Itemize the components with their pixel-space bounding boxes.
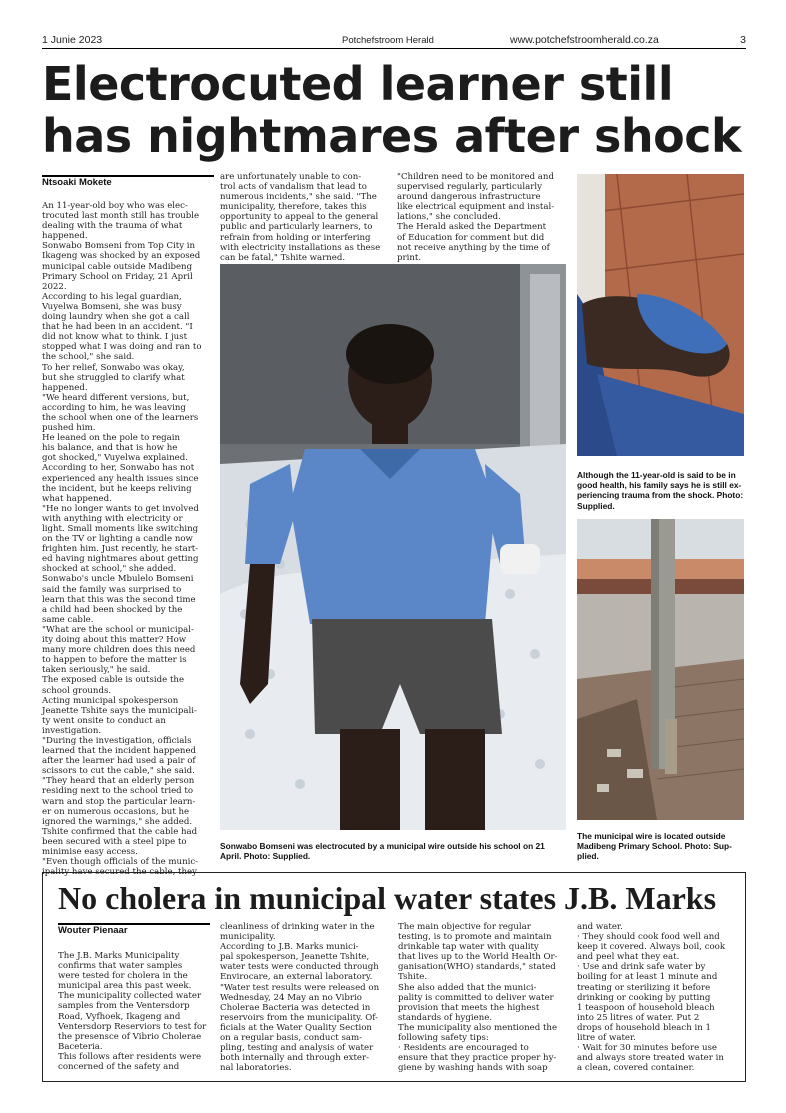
website-url: www.potchefstroomherald.co.za xyxy=(510,34,659,46)
photo-municipal-pole xyxy=(577,519,744,820)
hand-photo xyxy=(577,174,744,456)
byline: Ntsoaki Mokete xyxy=(42,177,112,188)
cholera-headline: No cholera in municipal water states J.B. Marks xyxy=(58,880,717,916)
article-column-3 xyxy=(397,172,571,263)
article-text: and water. · They should cook food well and keep it covered. Always boil, cook and peel what they eat. · Use and drink safe water by boiling for at least 1 minute and treating or sterilizing it before drinking or cooking by putting 1 teaspoon of household bleach into 25 litres of water. Put 2 drops of household bleach in 1 litre of water. · Wait for 30 minutes before use and always store treated water in a clean, covered container. xyxy=(577,922,726,1074)
article-text: The main objective for regular testing, is to promote and maintain drinkable tap water with quality that lives up to the World Health Or- ganisation(WHO) standards," stated Tshite. She also added that the munici- pality is committed to deliver water provision that meets the highest standards of hygiene. The municipality also mentioned the following safety tips: · Residents are encouraged to ensure that they practice proper hy- giene by washing hands with soap xyxy=(398,922,558,1074)
masthead xyxy=(42,34,746,48)
pole-photo-caption: The municipal wire is located outside Madibeng Primary School. Photo: Sup- plied. xyxy=(577,831,732,862)
photo-bandaged-hand xyxy=(577,174,744,456)
article-text: The J.B. Marks Municipality confirms that water samples were tested for cholera in the municipal area this past week. The municipality collected water samples from the Ventersdorp Road, Vyfhoek, Ikageng and Ventersdorp Reserviors to test for the presensce of Vibrio Cholerae Baceteria. This follows after residents were concerned of the safety and xyxy=(58,951,207,1073)
article-text: "Children need to be monitored and supervised regularly, particularly around dangerous infrastructure like electrical equipment and instal- lations," she concluded. The Herald asked the Department of Education for comment but did not receive anything by the time of print. xyxy=(397,172,555,263)
issue-date: 1 Junie 2023 xyxy=(42,34,103,46)
article-text: cleanliness of drinking water in the municipality. According to J.B. Marks munici- pal spokesperson, Jeanette Tshite, water tests were conducted through Envirocare, an external laboratory. "Water test results were released on Wednesday, 24 May an no Vibrio Cholerae Bacteria was detected in reservoirs from the municipality. Of- ficials at the Water Quality Section on a regular basis, conduct sam- pling, testing and analysis of water both internally and through exter- nal laboratories. xyxy=(220,922,380,1074)
cholera-column-3 xyxy=(398,922,570,1073)
byline-2: Wouter Pienaar xyxy=(58,925,128,936)
pole-photo xyxy=(577,519,744,820)
article-headline: Electrocuted learner still has nightmares after shock xyxy=(42,57,742,163)
article-text: An 11-year-old boy who was elec- trocuted last month still has trouble dealing with the trauma of what happened. Sonwabo Bomseni from Top City in Ikageng was shocked by an exposed municipal cable outside Madibeng Primary School on Friday, 21 April 2022. According to his legal guardian, Vuyelwa Bomseni, she was busy doing laundry when she got a call that he had been in an accident. "I did not know what to think. I just stopped what I was doing and ran to the school," she said. To her relief, Sonwabo was okay, but she struggled to clarify what happened. "We heard different versions, but, according to him, he was leaving the school when one of the learners pushed him. He leaned on the pole to regain his balance, and that is how he got shocked," Vuyelwa explained. According to her, Sonwabo has not experienced any health issues since the incident, but he keeps reliving what happened. "He no longer wants to get involved with anything with electricity or light. Small moments like switching on the TV or lighting a candle now frighten him. Just recently, he start- ed having nightmares about getting shocked at school," she added. Sonwabo's uncle Mbulelo Bomseni said the family was surprised to learn that this was the second time a child had been shocked by the same cable. "What are the school or municipal- ity doing about this matter? How many more children does this need to happen to before the matter is taken seriously," he said. The exposed cable is outside the school grounds. Acting municipal spokesperson Jeanette Tshite says the municipali- ty went onsite to conduct an investigation. "During the investigation, officials learned that the incident happened after the learner had used a pair of scissors to cut the cable," she said. "They heard that an elderly person residing next to the school tried to warn and stop the particular learn- er on numerous occasions, but he ignored the warnings," she added. Tshite confirmed that the cable had been secured with a steel pipe to minimise easy access. "Even though officials of the munic- ipality have secured the cable, they xyxy=(42,201,202,878)
main-photo xyxy=(220,264,566,830)
newspaper-name: Potchefstroom Herald xyxy=(342,35,434,46)
article-column-1 xyxy=(42,201,214,877)
hand-photo-caption: Although the 11-year-old is said to be in good health, his family says he is still ex- periencing trauma from the shock. Photo: Supplied. xyxy=(577,470,744,511)
article-column-2 xyxy=(220,172,392,263)
photo-boy-in-hospital-bed xyxy=(220,264,566,830)
cholera-column-4 xyxy=(577,922,741,1073)
page-number: 3 xyxy=(740,34,746,46)
masthead-rule xyxy=(42,48,746,49)
cholera-column-2 xyxy=(220,922,392,1073)
cholera-column-1 xyxy=(58,951,213,1072)
article-text: are unfortunately unable to con- trol acts of vandalism that lead to numerous incidents," she said. "The municipality, therefore, takes this opportunity to appeal to the general public and particularly learners, to refrain from holding or interfering with electricity installations as these can be fatal," Tshite warned. xyxy=(220,172,381,263)
main-photo-caption: Sonwabo Bomseni was electrocuted by a municipal wire outside his school on 21 April. Photo: Supplied. xyxy=(220,841,545,862)
